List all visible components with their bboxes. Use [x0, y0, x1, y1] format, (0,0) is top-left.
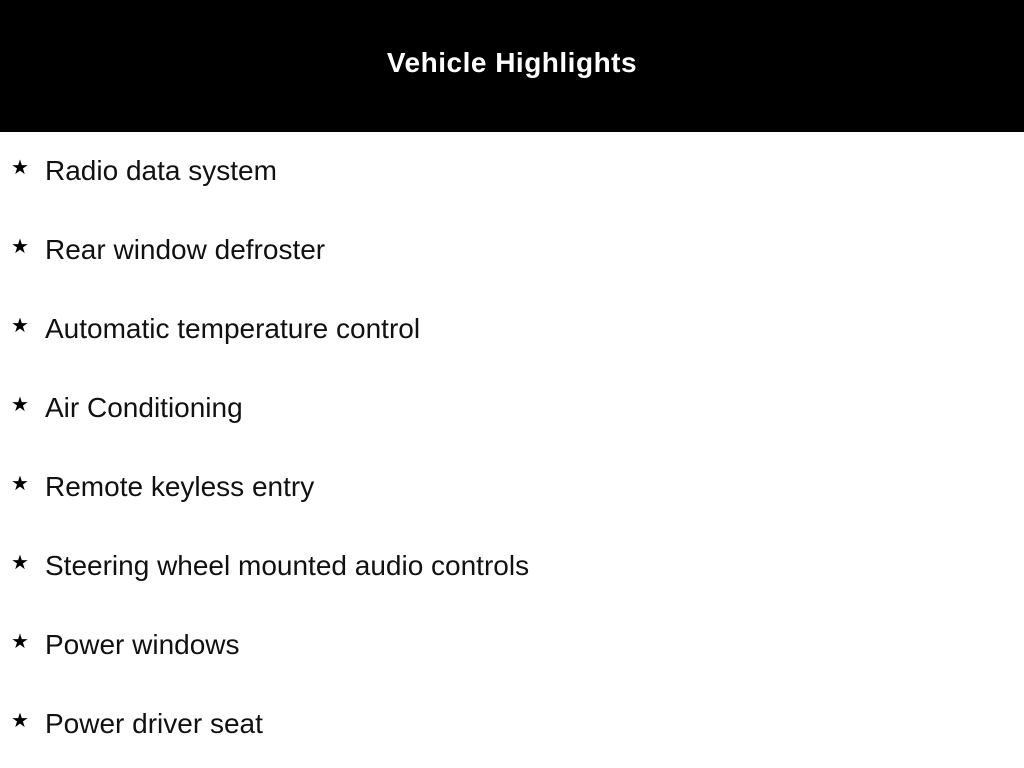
highlight-label: Steering wheel mounted audio controls [45, 550, 530, 581]
list-item [0, 369, 1024, 448]
star-icon: ★ [11, 708, 29, 732]
star-icon: ★ [11, 234, 29, 258]
list-item [0, 606, 1024, 685]
highlight-label: Automatic temperature control [45, 313, 421, 344]
list-item [0, 527, 1024, 606]
list-item [0, 448, 1024, 527]
list-item [0, 290, 1024, 369]
page-title: Vehicle Highlights [386, 47, 638, 78]
highlight-label: Radio data system [45, 155, 277, 186]
star-icon: ★ [11, 550, 29, 574]
highlight-label: Remote keyless entry [45, 471, 315, 502]
header-bar [0, 0, 1024, 132]
star-icon: ★ [11, 155, 29, 179]
list-item [0, 685, 1024, 764]
star-icon: ★ [11, 471, 29, 495]
list-item [0, 211, 1024, 290]
list-item [0, 132, 1024, 211]
highlight-label: Power windows [45, 629, 240, 660]
star-icon: ★ [11, 629, 29, 653]
star-icon: ★ [11, 313, 29, 337]
highlight-label: Air Conditioning [45, 392, 243, 423]
highlight-label: Power driver seat [45, 708, 263, 739]
highlights-list [0, 132, 1024, 764]
star-icon: ★ [11, 392, 29, 416]
highlight-label: Rear window defroster [45, 234, 326, 265]
